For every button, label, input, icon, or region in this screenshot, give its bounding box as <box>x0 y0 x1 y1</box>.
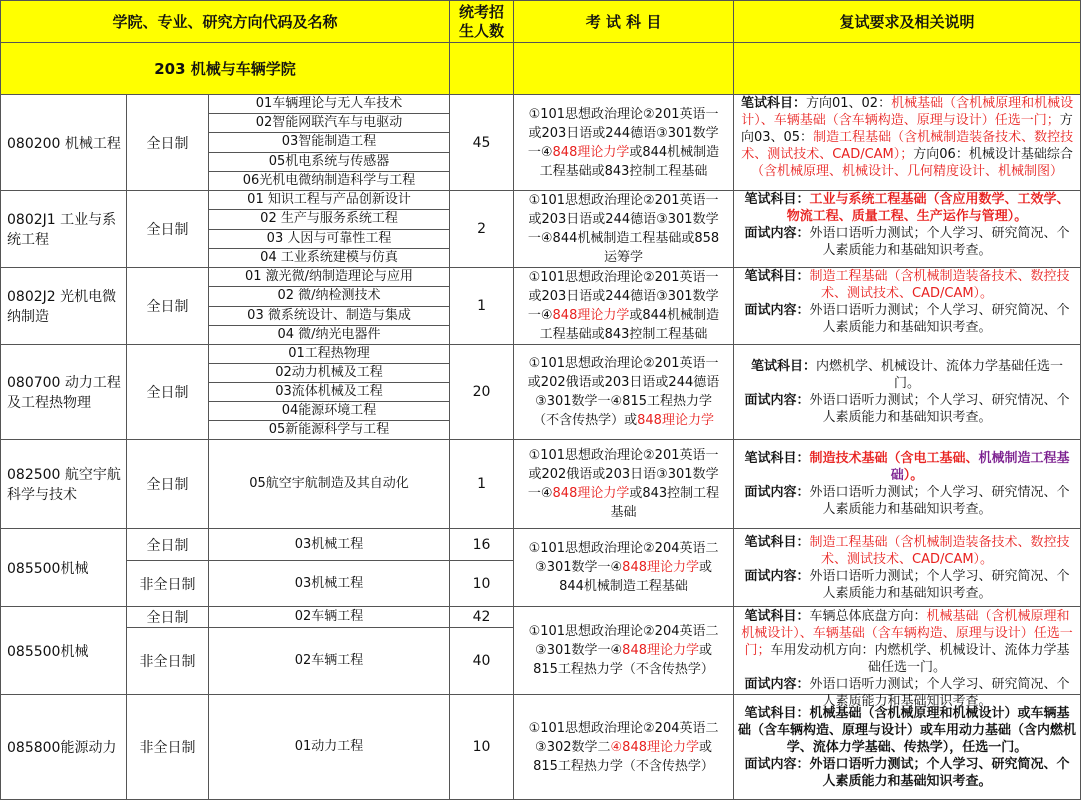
direction: 04 工业系统建模与仿真 <box>209 248 450 267</box>
direction: 02动力机械及工程 <box>209 364 450 383</box>
direction: 05新能源科学与工程 <box>209 421 450 440</box>
retest-notes: 笔试科目：制造工程基础（含机械制造装备技术、数控技术、测试技术、CAD/CAM）。 面试内容：外语口语听力测试；个人学习、研究简况、个人素质能力和基础知识考查。 <box>734 529 1081 607</box>
header-exam: 考 试 科 目 <box>514 1 734 43</box>
exam-subjects: ①101思想政治理论②201英语一 或202俄语或203日语或244德语 ③301数学一④815工程热力学 （不含传热学）或848理论力学 <box>514 345 734 440</box>
retest-notes: 笔试科目：内燃机学、机械设计、流体力学基础任选一门。 面试内容：外语口语听力测试；个人学习、研究情况、个人素质能力和基础知识考查。 <box>734 345 1081 440</box>
exam-subjects: ①101思想政治理论②201英语一 或202俄语或203日语③301数学 一④848理论力学或843控制工程 基础 <box>514 440 734 529</box>
major-name: 080200 机械工程 <box>1 95 127 191</box>
direction: 02 生产与服务系统工程 <box>209 210 450 229</box>
study-mode: 全日制 <box>127 607 209 628</box>
retest-notes: 笔试科目：制造技术基础（含电工基础、机械制造工程基础）。 面试内容：外语口语听力测试；个人学习、研究情况、个人素质能力和基础知识考查。 <box>734 440 1081 529</box>
quota: 2 <box>450 191 514 268</box>
major-name: 080700 动力工程及工程热物理 <box>1 345 127 440</box>
direction: 01动力工程 <box>209 695 450 800</box>
college-notes-cell <box>734 43 1081 95</box>
direction: 01 激光微/纳制造理论与应用 <box>209 268 450 287</box>
direction: 03智能制造工程 <box>209 133 450 152</box>
direction: 02车辆工程 <box>209 607 450 628</box>
direction: 04 微/纳光电器件 <box>209 325 450 344</box>
exam-subjects: ①101思想政治理论②201英语一 或203日语或244德语③301数学 一④848理论力学或844机械制造 工程基础或843控制工程基础 <box>514 95 734 191</box>
quota: 10 <box>450 561 514 607</box>
study-mode: 全日制 <box>127 529 209 561</box>
exam-subjects: ①101思想政治理论②201英语一 或203日语或244德语③301数学 一④848理论力学或844机械制造 工程基础或843控制工程基础 <box>514 268 734 345</box>
retest-notes: 笔试科目：车辆总体底盘方向：机械基础（含机械原理和机械设计）、车辆基础（含车辆构造、原理与设计）任选一门；车用发动机方向：内燃机学、机械设计、流体力学基础任选一门。 面试内容：外语口语听力测试；个人学习、研究简况、个人素质能力和基础知识考查。 <box>734 607 1081 695</box>
study-mode: 全日制 <box>127 345 209 440</box>
quota: 20 <box>450 345 514 440</box>
study-mode: 非全日制 <box>127 695 209 800</box>
college-exam-cell <box>514 43 734 95</box>
quota: 42 <box>450 607 514 628</box>
retest-notes: 笔试科目：机械基础（含机械原理和机械设计）或车辆基础（含车辆构造、原理与设计）或车用动力基础（含内燃机学、流体力学基础、传热学），任选一门。 面试内容：外语口语听力测试；个人学习、研究简况、个人素质能力和基础知识考查。 <box>734 695 1081 800</box>
retest-notes: 笔试科目：制造工程基础（含机械制造装备技术、数控技术、测试技术、CAD/CAM）。 面试内容：外语口语听力测试；个人学习、研究简况、个人素质能力和基础知识考查。 <box>734 268 1081 345</box>
direction: 01车辆理论与无人车技术 <box>209 95 450 114</box>
major-name: 082500 航空宇航科学与技术 <box>1 440 127 529</box>
direction: 02 微/纳检测技术 <box>209 287 450 306</box>
header-notes: 复试要求及相关说明 <box>734 1 1081 43</box>
study-mode: 全日制 <box>127 95 209 191</box>
direction: 01 知识工程与产品创新设计 <box>209 191 450 210</box>
header-major: 学院、专业、研究方向代码及名称 <box>1 1 450 43</box>
quota: 1 <box>450 268 514 345</box>
direction: 01工程热物理 <box>209 345 450 364</box>
quota: 16 <box>450 529 514 561</box>
quota: 45 <box>450 95 514 191</box>
direction: 05机电系统与传感器 <box>209 152 450 171</box>
direction: 02智能网联汽车与电驱动 <box>209 114 450 133</box>
direction: 04能源环境工程 <box>209 402 450 421</box>
retest-notes: 笔试科目：方向01、02：机械基础（含机械原理和机械设计）、车辆基础（含车辆构造、原理与设计）任选一门；方向03、05：制造工程基础（含机械制造装备技术、数控技术、测试技术、CAD/CAM）；方向06：机械设计基础综合（含机械原理、机械设计、几何精度设计、机械制图） <box>734 95 1081 191</box>
exam-subjects: ①101思想政治理论②201英语一 或203日语或244德语③301数学 一④844机械制造工程基础或858 运筹学 <box>514 191 734 268</box>
major-name: 0802J1 工业与系统工程 <box>1 191 127 268</box>
direction: 03 微系统设计、制造与集成 <box>209 306 450 325</box>
exam-subjects: ①101思想政治理论②204英语二 ③301数学一④848理论力学或 815工程热力学（不含传热学） <box>514 607 734 695</box>
study-mode: 非全日制 <box>127 628 209 695</box>
direction: 03机械工程 <box>209 561 450 607</box>
direction: 03流体机械及工程 <box>209 383 450 402</box>
direction: 03机械工程 <box>209 529 450 561</box>
header-quota: 统考招 生人数 <box>450 1 514 43</box>
study-mode: 非全日制 <box>127 561 209 607</box>
major-name: 085500机械 <box>1 529 127 607</box>
major-name: 085500机械 <box>1 607 127 695</box>
college-quota-cell <box>450 43 514 95</box>
major-name: 0802J2 光机电微纳制造 <box>1 268 127 345</box>
study-mode: 全日制 <box>127 191 209 268</box>
study-mode: 全日制 <box>127 440 209 529</box>
exam-subjects: ①101思想政治理论②204英语二 ③301数学一④848理论力学或 844机械制造工程基础 <box>514 529 734 607</box>
exam-subjects: ①101思想政治理论②204英语二 ③302数学二④848理论力学或 815工程热力学（不含传热学） <box>514 695 734 800</box>
college-title: 203 机械与车辆学院 <box>1 43 450 95</box>
direction: 03 人因与可靠性工程 <box>209 229 450 248</box>
major-name: 085800能源动力 <box>1 695 127 800</box>
quota: 10 <box>450 695 514 800</box>
direction: 06光机电微纳制造科学与工程 <box>209 171 450 190</box>
quota: 40 <box>450 628 514 695</box>
quota: 1 <box>450 440 514 529</box>
direction: 05航空宇航制造及其自动化 <box>209 440 450 529</box>
direction: 02车辆工程 <box>209 628 450 695</box>
study-mode: 全日制 <box>127 268 209 345</box>
retest-notes: 笔试科目：工业与系统工程基础（含应用数学、工效学、物流工程、质量工程、生产运作与管理）。 面试内容：外语口语听力测试；个人学习、研究简况、个人素质能力和基础知识考查。 <box>734 191 1081 268</box>
